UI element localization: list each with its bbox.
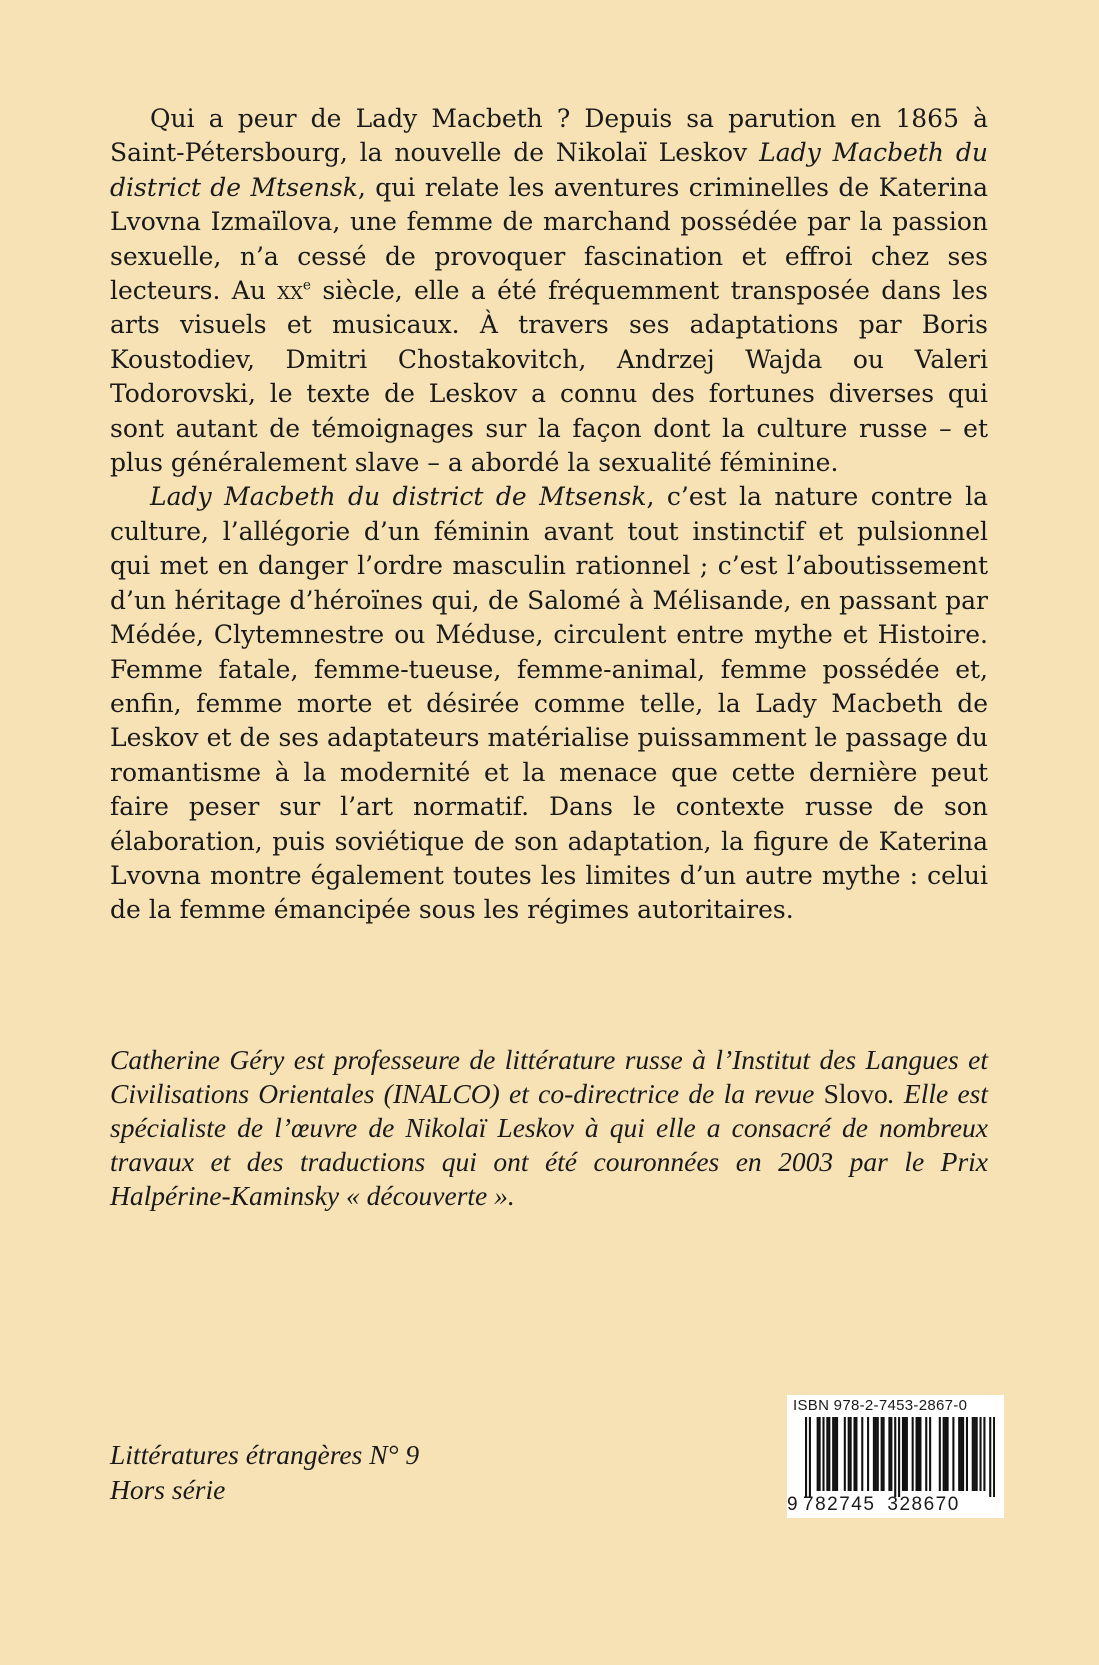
barcode-bars bbox=[805, 1417, 995, 1497]
author-bio-text: . Elle est spécialiste de l’œuvre de Nikolaï Leskov à qui elle a consacré de nombreux travaux et des traductions qui ont été couronnées en 2003 par le Prix Halpérine-Kaminsky « découverte ». bbox=[110, 1078, 988, 1211]
barcode-bar bbox=[958, 1417, 960, 1491]
barcode-bar bbox=[873, 1417, 875, 1491]
description-text: Qui a peur de Lady Macbeth ? Depuis sa parution en 1865 à Saint-Pétersbourg, la nouvelle de Nikolaï Leskov bbox=[110, 104, 988, 168]
series-info bbox=[110, 1437, 419, 1507]
barcode-bar bbox=[966, 1417, 968, 1491]
barcode-digits bbox=[787, 1494, 1000, 1516]
barcode-bar bbox=[855, 1417, 857, 1491]
barcode-bar bbox=[945, 1417, 947, 1491]
book-title: Lady Macbeth du district de Mtsensk bbox=[110, 138, 988, 202]
barcode-bar bbox=[916, 1417, 918, 1491]
barcode-bar bbox=[974, 1417, 976, 1491]
barcode-bar bbox=[947, 1417, 949, 1491]
description-paragraph-1 bbox=[110, 102, 988, 480]
barcode-lead-digit: 9 bbox=[787, 1494, 800, 1515]
description-paragraph-2 bbox=[110, 480, 988, 927]
isbn-barcode bbox=[787, 1395, 1004, 1518]
barcode-bar bbox=[809, 1417, 811, 1497]
barcode-bar bbox=[906, 1417, 908, 1491]
barcode-bar bbox=[919, 1417, 921, 1491]
barcode-bar bbox=[817, 1417, 819, 1491]
barcode-bar bbox=[828, 1417, 830, 1491]
barcode-bar bbox=[979, 1417, 981, 1491]
barcode-bar bbox=[875, 1417, 877, 1491]
barcode-digit-group-2: 328670 bbox=[887, 1494, 960, 1515]
author-bio-text: Catherine Géry est professeure de littérature russe à l’Institut des Langues et Civilisations Orientales (INALCO) et co-directrice de la revue bbox=[110, 1044, 988, 1109]
barcode-bar bbox=[972, 1417, 974, 1491]
barcode-bar bbox=[819, 1417, 821, 1491]
barcode-bar bbox=[894, 1417, 896, 1497]
barcode-bar bbox=[805, 1417, 807, 1497]
barcode-bar bbox=[983, 1417, 985, 1491]
barcode-bar bbox=[925, 1417, 927, 1491]
barcode-bar bbox=[881, 1417, 883, 1491]
barcode-bar bbox=[883, 1417, 885, 1491]
barcode-bar bbox=[912, 1417, 914, 1491]
century-superscript: e bbox=[302, 277, 312, 294]
century-numeral: xx bbox=[277, 276, 303, 306]
barcode-bar bbox=[877, 1417, 879, 1491]
book-description bbox=[110, 102, 988, 928]
series-subtitle: Hors série bbox=[110, 1474, 226, 1505]
barcode-bar bbox=[904, 1417, 906, 1491]
barcode-bar bbox=[929, 1417, 931, 1491]
barcode-bar bbox=[826, 1417, 828, 1491]
barcode-bar bbox=[939, 1417, 941, 1491]
author-bio bbox=[110, 1043, 988, 1213]
series-name: Littératures étrangères N° 9 bbox=[110, 1439, 420, 1470]
isbn-label: ISBN 978-2-7453-2867-0 bbox=[793, 1397, 968, 1414]
barcode-bar bbox=[834, 1417, 836, 1491]
barcode-bar bbox=[848, 1417, 850, 1491]
description-text: siècle, elle a été fréquemment transposée dans les arts visuels et musicaux. À travers ses adaptations par Boris Koustodiev, Dmitri Chostakovitch, Andrzej Wajda ou Valeri Todorovski, le texte de Leskov a connu des fortunes diverses qui sont autant de témoignages sur la façon dont la culture russe – et plus généralement slave – a abordé la sexualité féminine. bbox=[110, 276, 989, 478]
barcode-bar bbox=[902, 1417, 904, 1491]
barcode-bar bbox=[850, 1417, 852, 1491]
barcode-bar bbox=[844, 1417, 846, 1491]
journal-name: Slovo bbox=[823, 1078, 888, 1109]
barcode-digit-group-1: 782745 bbox=[803, 1494, 876, 1515]
barcode-bar bbox=[861, 1417, 863, 1491]
barcode-bar bbox=[836, 1417, 838, 1491]
barcode-bar bbox=[943, 1417, 945, 1491]
barcode-bar bbox=[993, 1417, 995, 1497]
barcode-bar bbox=[962, 1417, 964, 1491]
barcode-bar bbox=[989, 1417, 991, 1497]
barcode-bar bbox=[960, 1417, 962, 1491]
barcode-bar bbox=[832, 1417, 834, 1491]
description-text: , c’est la nature contre la culture, l’allégorie d’un féminin avant tout instinctif et pulsionnel qui met en danger l’ordre masculin rationnel ; c’est l’aboutissement d’un héritage d’héroïnes qui, de Salomé à Mélisande, en passant par Médée, Clytemnestre ou Méduse, circulent entre mythe et Histoire. Femme fatale, femme-tueuse, femme-animal, femme possédée et, enfin, femme morte et désirée comme telle, la Lady Macbeth de Leskov et de ses adaptateurs matérialise puissamment le passage du romantisme à la modernité et la menace que cette dernière peut faire peser sur l’art normatif. Dans le contexte russe de son élaboration, puis soviétique de son adaptation, la figure de Katerina Lvovna montre également toutes les limites d’un autre mythe : celui de la femme émancipée sous les régimes autoritaires. bbox=[110, 482, 988, 925]
barcode-bar bbox=[952, 1417, 954, 1491]
barcode-bar bbox=[867, 1417, 869, 1491]
barcode-bar bbox=[898, 1417, 900, 1497]
barcode-bar bbox=[890, 1417, 892, 1491]
barcode-bar bbox=[853, 1417, 855, 1491]
barcode-bar bbox=[976, 1417, 978, 1491]
barcode-bar bbox=[917, 1417, 919, 1491]
book-title: Lady Macbeth du district de Mtsensk bbox=[150, 482, 647, 512]
barcode-bar bbox=[822, 1417, 824, 1491]
description-text: , qui relate les aventures criminelles de Katerina Lvovna Izmaïlova, une femme de marchand possédée par la passion sexuelle, n’a cessé de provoquer fascination et effroi chez ses lecteurs. Au bbox=[110, 172, 988, 306]
barcode-bar bbox=[888, 1417, 890, 1491]
